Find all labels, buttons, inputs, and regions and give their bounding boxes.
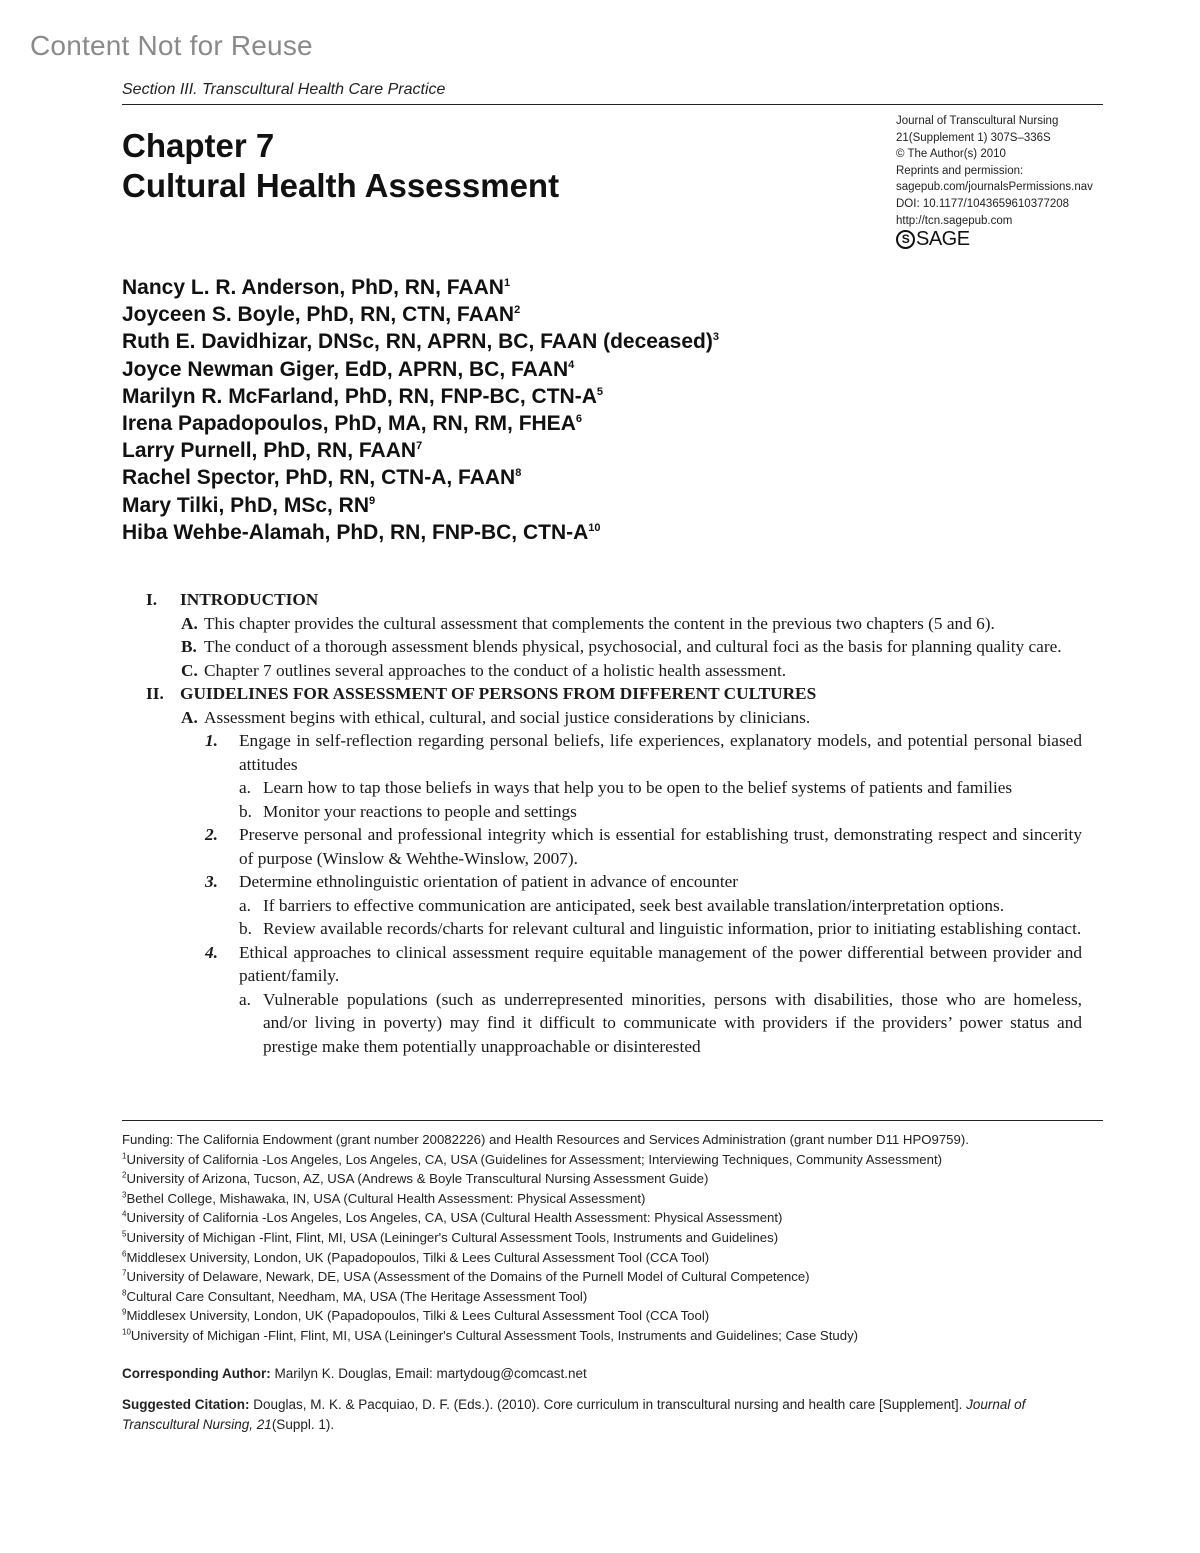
outline-marker: B. [181, 637, 197, 656]
journal-info-line: Reprints and permission: [896, 164, 1024, 177]
outline-item [142, 988, 1082, 1059]
author-name: Larry Purnell, PhD, RN, FAAN [122, 439, 417, 463]
outline-text: Ethical approaches to clinical assessment require equitable management of the power differential between provider and patient/family. [239, 942, 1082, 985]
journal-info [896, 113, 1116, 249]
affiliation-number: 9 [122, 1307, 127, 1317]
outline-item [142, 706, 1082, 730]
author-line [122, 301, 719, 328]
author-line [122, 410, 719, 437]
citation-journal: Journal of Transcultural Nursing, 21 [122, 1397, 1026, 1432]
affiliation-number: 8 [122, 1288, 127, 1298]
affiliation-number: 1 [122, 1151, 127, 1161]
author-name: Joyceen S. Boyle, PhD, RN, CTN, FAAN [122, 303, 515, 327]
author-line [122, 274, 719, 301]
outline-item [142, 635, 1082, 659]
sage-logo [896, 230, 1116, 249]
affiliation-text: University of California -Los Angeles, Los Angeles, CA, USA (Cultural Health Assessment: Physical Assessment) [126, 1210, 783, 1226]
outline-text: GUIDELINES FOR ASSESSMENT OF PERSONS FROM DIFFERENT CULTURES [180, 684, 817, 703]
author-affiliation-mark: 8 [515, 467, 522, 480]
outline-text: Chapter 7 outlines several approaches to the conduct of a holistic health assessment. [204, 660, 787, 680]
affiliation-text: Middlesex University, London, UK (Papadopoulos, Tilki & Lees Cultural Assessment Tool (CCA Tool) [126, 1249, 710, 1265]
outline-item [142, 776, 1082, 800]
affiliation-line [122, 1306, 1112, 1326]
outline-text: Preserve personal and professional integrity which is essential for establishing trust, demonstrating respect and sincerity of purpose (Winslow & Wehthe-Winslow, 2007). [239, 825, 1082, 868]
author-affiliation-mark: 2 [514, 304, 521, 317]
author-name: Ruth E. Davidhizar, DNSc, RN, APRN, BC, FAAN (deceased) [122, 330, 713, 354]
header-rule [122, 104, 1103, 105]
outline-marker: II. [146, 684, 164, 703]
outline-item [142, 682, 1082, 706]
journal-lines [896, 113, 1116, 229]
chapter-number: Chapter 7 [122, 127, 275, 164]
footnotes [122, 1130, 1112, 1346]
author-affiliation-mark: 10 [588, 521, 601, 534]
outline-marker: 2. [205, 825, 218, 844]
outline-marker: A. [181, 707, 198, 727]
outline-text: Learn how to tap those beliefs in ways that help you to be open to the belief systems of patients and families [263, 778, 1013, 797]
outline-item [142, 823, 1082, 870]
author-line [122, 383, 719, 410]
author-name: Hiba Wehbe-Alamah, PhD, RN, FNP-BC, CTN-A [122, 520, 589, 544]
suggested-citation [122, 1395, 1097, 1435]
author-line [122, 356, 719, 383]
affiliation-text: University of Michigan -Flint, Flint, MI, USA (Leininger's Cultural Assessment Tools, Instruments and Guidelines) [126, 1229, 779, 1245]
affiliation-text: University of Arizona, Tucson, AZ, USA (Andrews & Boyle Transcultural Nursing Assessment Guide) [126, 1171, 709, 1187]
author-line [122, 519, 719, 546]
affiliation-line [122, 1169, 1112, 1189]
affiliation-line [122, 1267, 1112, 1287]
outline-text: Vulnerable populations (such as underrepresented minorities, persons with disabilities, those who are homeless, and/or living in poverty) may find it difficult to communicate with providers if the providers’ power status and prestige make them potentially unapproachable or disinterested [263, 989, 1082, 1056]
funding-note: Funding: The California Endowment (grant number 20082226) and Health Resources and Services Administration (grant number D11 HPO9759). [122, 1132, 969, 1147]
outline-marker: I. [146, 590, 158, 609]
author-line [122, 464, 719, 491]
affiliation-text: Cultural Care Consultant, Needham, MA, USA (The Heritage Assessment Tool) [126, 1288, 588, 1304]
author-line [122, 492, 719, 519]
author-list [122, 274, 719, 546]
outline-marker: a. [239, 778, 251, 797]
author-affiliation-mark: 5 [596, 385, 603, 398]
affiliation-number: 2 [122, 1170, 127, 1180]
outline-marker: a. [239, 895, 251, 915]
author-affiliation-mark: 4 [568, 358, 575, 371]
author-affiliation-mark: 3 [712, 331, 719, 344]
outline-marker: 1. [205, 731, 218, 750]
corresponding-author [122, 1364, 587, 1384]
affiliation-text: University of Delaware, Newark, DE, USA (Assessment of the Domains of the Purnell Model of Cultural Competence) [126, 1269, 810, 1285]
affiliation-number: 6 [122, 1249, 127, 1259]
outline-item [142, 800, 1082, 824]
sage-logo-text: SAGE [916, 228, 970, 251]
affiliation-line [122, 1208, 1112, 1228]
affiliation-text: Bethel College, Mishawaka, IN, USA (Cultural Health Assessment: Physical Assessment) [126, 1190, 646, 1206]
affiliation-line [122, 1189, 1112, 1209]
outline-marker: C. [181, 660, 198, 680]
outline-marker: 4. [205, 942, 218, 962]
journal-info-line: Journal of Transcultural Nursing [896, 115, 1059, 127]
affiliation-line [122, 1326, 1112, 1346]
author-affiliation-mark: 9 [369, 494, 376, 507]
affiliation-text: University of Michigan -Flint, Flint, MI, USA (Leininger's Cultural Assessment Tools, Instruments and Guidelines; Case Study) [130, 1327, 859, 1343]
section-label: Section III. Transcultural Health Care Practice [122, 81, 446, 98]
journal-info-line: DOI: 10.1177/1043659610377208 [896, 197, 1070, 210]
outline-item [142, 729, 1082, 776]
author-line [122, 437, 719, 464]
affiliation-line [122, 1248, 1112, 1268]
affiliation-number: 7 [122, 1268, 127, 1278]
journal-info-line: © The Author(s) 2010 [896, 148, 1006, 161]
outline-text: The conduct of a thorough assessment blends physical, psychosocial, and cultural foci as the basis for planning quality care. [204, 637, 1062, 656]
chapter-title [122, 126, 559, 206]
outline-text: Engage in self-reflection regarding personal beliefs, life experiences, explanatory models, and potential personal biased attitudes [239, 731, 1082, 774]
citation-tail: (Suppl. 1). [271, 1417, 335, 1432]
affiliation-number: 4 [122, 1209, 127, 1219]
outline-text: Assessment begins with ethical, cultural, and social justice considerations by clinicians. [204, 707, 811, 727]
affiliation-number: 10 [122, 1327, 131, 1337]
outline-item [142, 917, 1082, 941]
affiliation-line [122, 1150, 1112, 1170]
author-name: Nancy L. R. Anderson, PhD, RN, FAAN [122, 276, 504, 299]
outline-text: This chapter provides the cultural assessment that complements the content in the previous two chapters (5 and 6). [204, 613, 995, 633]
author-affiliation-mark: 7 [416, 440, 423, 453]
author-affiliation-mark: 1 [503, 277, 511, 289]
outline-item [142, 612, 1082, 636]
author-name: Marilyn R. McFarland, PhD, RN, FNP-BC, CTN-A [122, 384, 597, 408]
outline-text: Monitor your reactions to people and settings [263, 801, 577, 821]
outline-marker: A. [181, 613, 198, 633]
citation-label: Suggested Citation: [122, 1397, 250, 1412]
journal-info-line: http://tcn.sagepub.com [896, 214, 1013, 227]
sage-logo-icon: S [896, 230, 915, 249]
author-affiliation-mark: 6 [575, 413, 582, 426]
outline-text: Review available records/charts for relevant cultural and linguistic information, prior to initiating establishing contact. [263, 919, 1082, 938]
outline-item [142, 659, 1082, 683]
outline-text: Determine ethnolinguistic orientation of patient in advance of encounter [239, 872, 739, 891]
affiliation-text: University of California -Los Angeles, Los Angeles, CA, USA (Guidelines for Assessment; Interviewing Techniques, Community Assessment) [126, 1151, 943, 1167]
author-line [122, 328, 719, 355]
citation-text: Douglas, M. K. & Pacquiao, D. F. (Eds.). (2010). Core curriculum in transcultural nursing and health care [Supplement]. [249, 1397, 967, 1412]
outline-marker: a. [239, 989, 251, 1009]
author-name: Mary Tilki, PhD, MSc, RN [122, 493, 370, 517]
affiliation-line [122, 1287, 1112, 1307]
outline-text: If barriers to effective communication are anticipated, seek best available translation/interpretation options. [263, 895, 1005, 915]
outline-item [142, 894, 1082, 918]
affiliation-number: 5 [122, 1229, 127, 1239]
corresponding-label: Corresponding Author: [122, 1366, 271, 1381]
author-name: Irena Papadopoulos, PhD, MA, RN, RM, FHEA [122, 412, 576, 436]
outline-text: INTRODUCTION [180, 590, 319, 609]
footnote-rule [122, 1120, 1103, 1121]
outline-item [142, 870, 1082, 894]
affiliation-text: Middlesex University, London, UK (Papadopoulos, Tilki & Lees Cultural Assessment Tool (CCA Tool) [126, 1308, 710, 1324]
corresponding-text: Marilyn K. Douglas, Email: martydoug@comcast.net [270, 1366, 587, 1381]
outline-body [142, 588, 1082, 1058]
author-name: Rachel Spector, PhD, RN, CTN-A, FAAN [122, 466, 516, 490]
affiliations [122, 1150, 1112, 1346]
outline-marker: b. [239, 801, 252, 821]
watermark: Content Not for Reuse [30, 30, 313, 61]
affiliation-number: 3 [122, 1190, 127, 1200]
affiliation-line [122, 1228, 1112, 1248]
chapter-name: Cultural Health Assessment [122, 167, 560, 204]
outline-item [142, 588, 1082, 612]
outline-marker: b. [239, 919, 252, 938]
journal-info-line: sagepub.com/journalsPermissions.nav [896, 181, 1093, 194]
journal-info-line: 21(Supplement 1) 307S–336S [896, 131, 1051, 144]
author-name: Joyce Newman Giger, EdD, APRN, BC, FAAN [122, 357, 569, 381]
outline-marker: 3. [205, 872, 218, 891]
outline-item [142, 941, 1082, 988]
